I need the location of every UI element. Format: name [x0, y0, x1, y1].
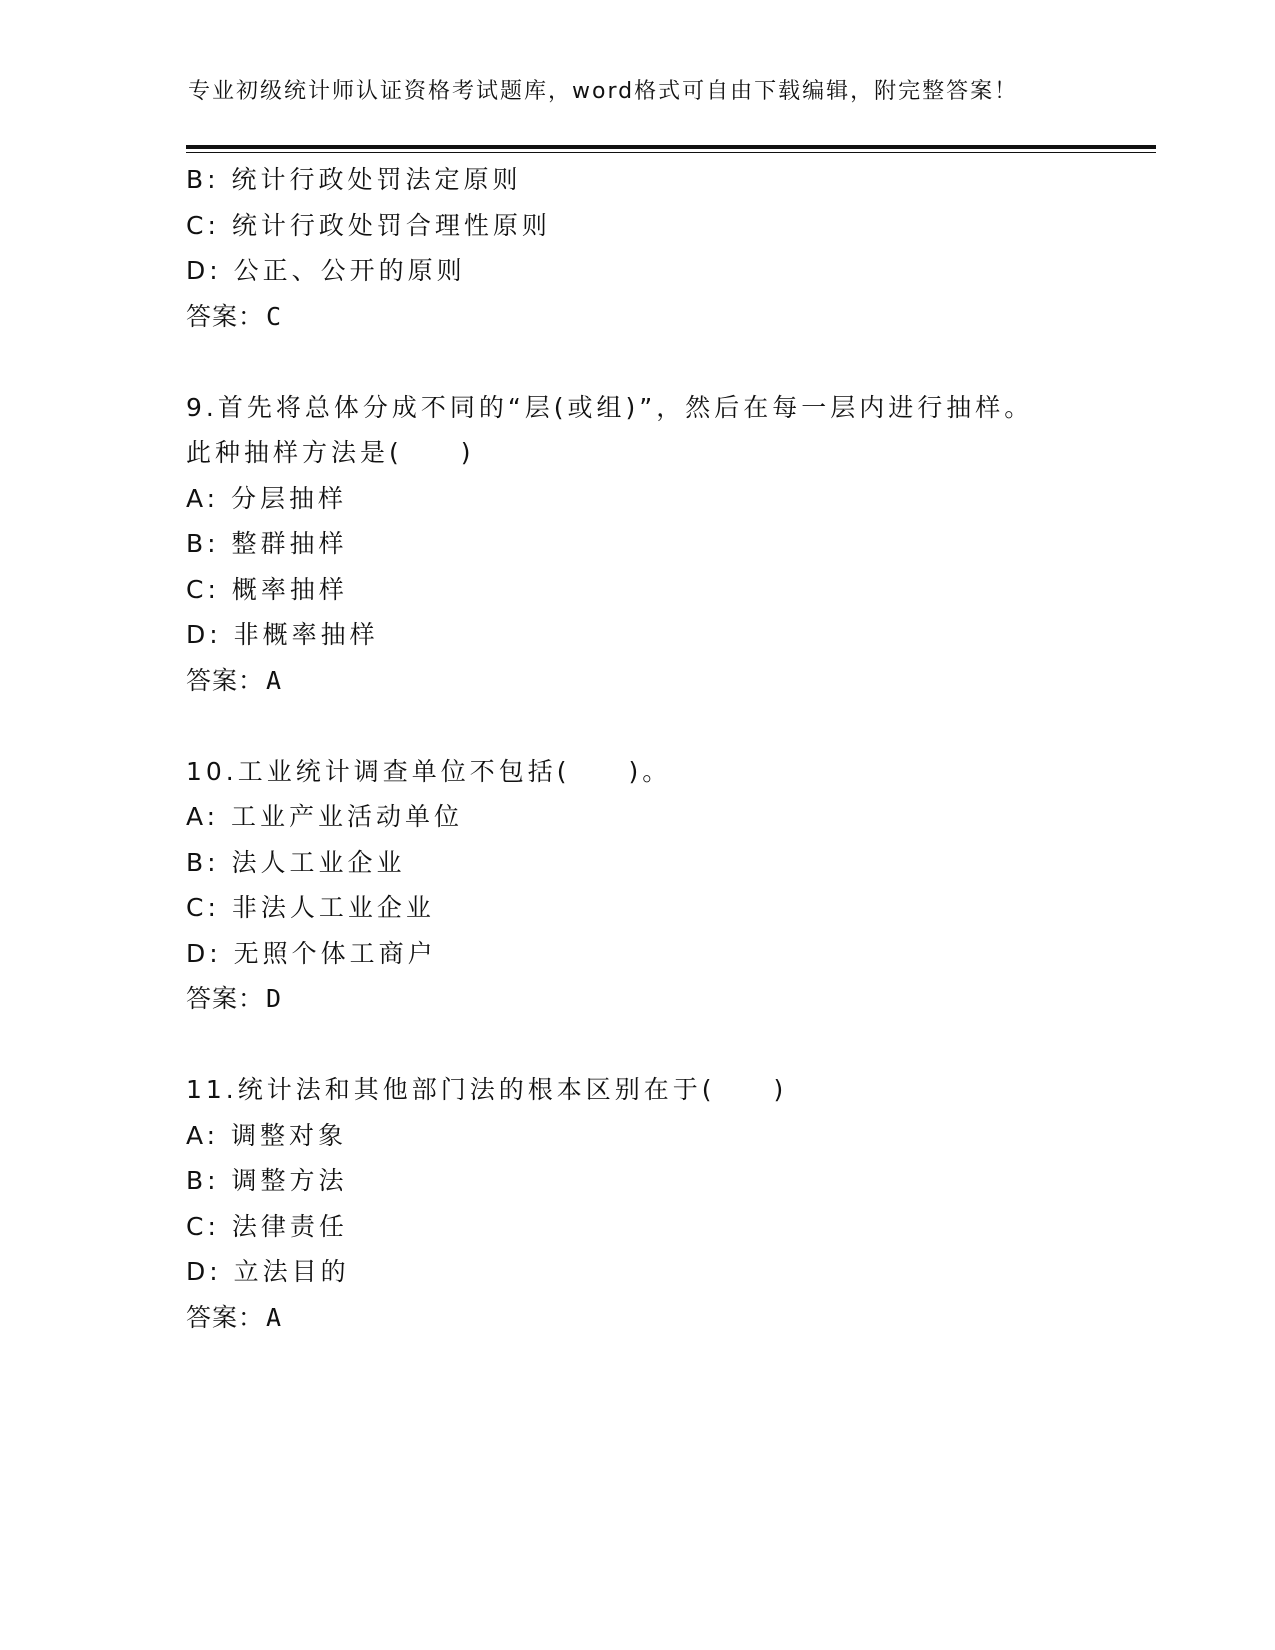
option-text: 概率抽样 — [231, 574, 348, 604]
page-header: 专业初级统计师认证资格考试题库，word格式可自由下载编辑，附完整答案！ — [188, 79, 1019, 104]
option-text: 非法人工业企业 — [231, 893, 435, 922]
question-11 — [186, 1067, 1136, 1340]
option-b — [186, 157, 1136, 203]
option-text: 无照个体工商户 — [233, 938, 437, 968]
option-c — [186, 567, 1136, 613]
option-c — [186, 885, 1136, 931]
spacer — [186, 339, 1136, 385]
question-10 — [186, 749, 1136, 1022]
option-text: 非概率抽样 — [233, 620, 379, 649]
answer-value: C — [266, 301, 283, 331]
option-text: 调整方法 — [231, 1166, 348, 1195]
option-c — [186, 203, 1136, 249]
option-letter: B: — [186, 165, 220, 194]
option-c — [186, 1204, 1136, 1250]
option-d — [186, 931, 1136, 977]
option-d — [186, 612, 1136, 658]
answer-label: 答案： — [186, 1302, 265, 1332]
answer-line — [186, 1295, 1136, 1341]
option-text: 立法目的 — [233, 1257, 350, 1286]
option-d — [186, 1249, 1136, 1295]
option-text: 法人工业企业 — [231, 847, 406, 877]
option-text: 统计行政处罚法定原则 — [231, 165, 522, 194]
header-rule-thick — [186, 145, 1156, 149]
question-stem-continued: 此种抽样方法是( ) — [186, 438, 475, 467]
option-letter: C: — [186, 574, 220, 604]
spacer — [186, 1022, 1136, 1068]
option-text: 法律责任 — [231, 1211, 348, 1241]
option-letter: D: — [186, 1257, 222, 1286]
option-letter: B: — [186, 847, 220, 877]
option-text: 整群抽样 — [231, 529, 348, 558]
option-letter: C: — [186, 210, 220, 240]
option-text: 分层抽样 — [231, 483, 348, 513]
option-a — [186, 1113, 1136, 1159]
answer-value: A — [266, 665, 283, 695]
answer-line — [186, 658, 1136, 704]
spacer — [186, 703, 1136, 749]
option-b — [186, 521, 1136, 567]
option-a — [186, 794, 1136, 840]
answer-line — [186, 976, 1136, 1022]
answer-value: D — [266, 984, 283, 1013]
option-b — [186, 1158, 1136, 1204]
question-stem: 11.统计法和其他部门法的根本区别在于( ) — [186, 1075, 788, 1104]
question-content — [186, 157, 1136, 1340]
answer-label: 答案： — [186, 984, 265, 1013]
option-letter: D: — [186, 256, 222, 285]
answer-label: 答案： — [186, 665, 265, 695]
option-text: 统计行政处罚合理性原则 — [231, 210, 551, 240]
option-letter: B: — [186, 1166, 220, 1195]
option-letter: A: — [186, 802, 220, 831]
question-8-tail — [186, 157, 1136, 339]
option-letter: A: — [186, 1120, 220, 1150]
option-letter: A: — [186, 483, 220, 513]
option-d — [186, 248, 1136, 294]
question-9 — [186, 385, 1136, 704]
option-letter: C: — [186, 1211, 220, 1241]
option-letter: C: — [186, 893, 220, 922]
option-a — [186, 476, 1136, 522]
option-text: 公正、公开的原则 — [233, 256, 466, 285]
option-text: 工业产业活动单位 — [231, 802, 464, 831]
option-letter: B: — [186, 529, 220, 558]
option-letter: D: — [186, 938, 222, 968]
option-letter: D: — [186, 620, 222, 649]
answer-label: 答案： — [186, 301, 265, 331]
option-b — [186, 840, 1136, 886]
header-rule-thin — [186, 152, 1156, 153]
question-stem: 10.工业统计调查单位不包括( )。 — [186, 756, 672, 786]
question-stem: 9.首先将总体分成不同的“层(或组)”，然后在每一层内进行抽样。 — [186, 392, 1034, 422]
answer-value: A — [266, 1302, 283, 1332]
option-text: 调整对象 — [231, 1120, 348, 1150]
answer-line — [186, 294, 1136, 340]
